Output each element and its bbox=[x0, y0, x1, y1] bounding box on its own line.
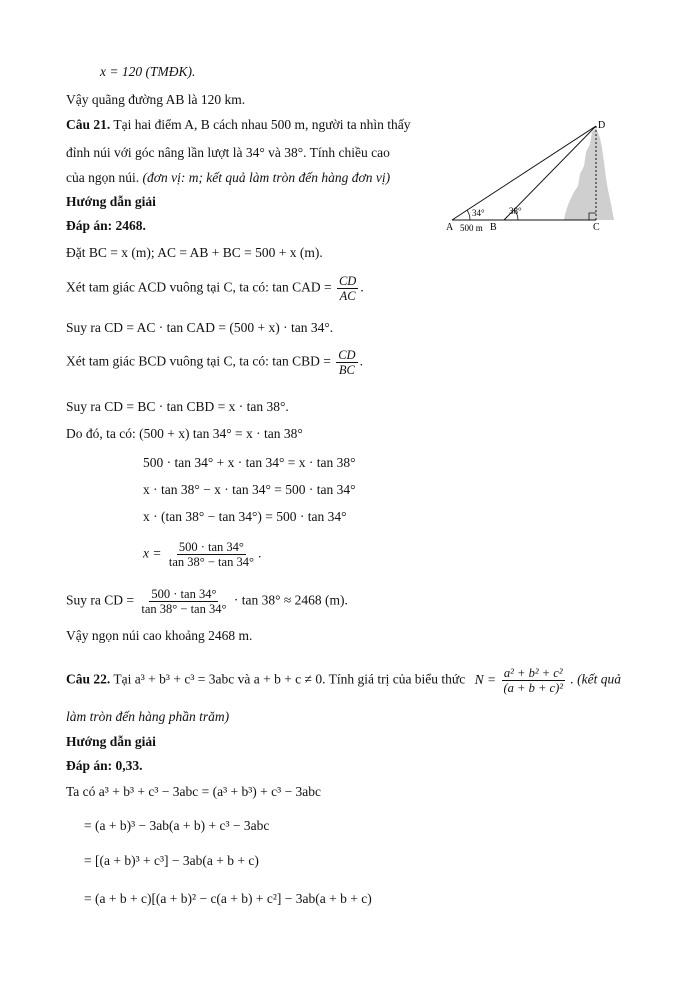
label-c: C bbox=[593, 222, 600, 233]
fraction-x bbox=[167, 540, 256, 569]
mountain-figure bbox=[446, 118, 616, 236]
q21-step-2: Xét tam giác ACD vuông tại C, ta có: tan CAD = $\frac{CD}{AC}$ . bbox=[66, 274, 364, 303]
q21-eq-1: 500 · tan 34° + x · tan 34° = x · tan 38° bbox=[143, 455, 356, 470]
q21-step-7-rhs: · tan 38° ≈ 2468 (m). bbox=[233, 592, 348, 608]
fraction-cd-ac bbox=[337, 274, 358, 303]
q22-expr-lhs: N = bbox=[474, 671, 497, 687]
q21-eq-3: x · (tan 38° − tan 34°) = 500 · tan 34° bbox=[143, 509, 347, 524]
fraction-denominator: (a + b + c)² bbox=[503, 681, 563, 695]
fraction-numerator: 500 · tan 34° bbox=[178, 540, 244, 554]
q21-step-6: Do đó, ta có: (500 + x) tan 34° = x · tan 38° bbox=[66, 426, 303, 441]
fraction-denominator: tan 38° − tan 34° bbox=[141, 602, 227, 616]
q21-statement-line-3 bbox=[66, 170, 390, 186]
q21-step-4: Xét tam giác BCD vuông tại C, ta có: tan CBD = $\frac{CD}{BC}$ . bbox=[66, 348, 363, 377]
q22-note-2: làm tròn đến hàng phần trăm) bbox=[66, 709, 230, 724]
q22-line-3: = [(a + b)³ + c³] − 3ab(a + b + c) bbox=[84, 853, 259, 868]
label-b: B bbox=[490, 222, 497, 233]
prev-conclusion: Vậy quãng đường AB là 120 km. bbox=[66, 92, 246, 107]
q22-line-4: = (a + b + c)[(a + b)² − c(a + b) + c²] − 3ab(a + b + c) bbox=[84, 891, 372, 906]
angle-arc-a bbox=[467, 210, 470, 220]
fraction-n bbox=[502, 666, 566, 695]
q22-answer: Đáp án: 0,33. bbox=[66, 758, 143, 773]
q22-label: Câu 22. bbox=[66, 671, 111, 687]
q21-note: (đơn vị: m; kết quả làm tròn đến hàng đơn vị) bbox=[142, 170, 391, 185]
q21-eq-4: x = $\frac{500 \cdot \tan 34^\circ}{\tan 38^\circ - \tan 34^\circ}$ . bbox=[143, 540, 262, 569]
fraction-numerator: a² + b² + c² bbox=[503, 666, 563, 680]
q21-text-2: đỉnh núi với góc nâng lần lượt là 34° và 38°. Tính chiều cao bbox=[66, 145, 390, 160]
label-d: D bbox=[598, 120, 606, 131]
fraction-cd-bc bbox=[336, 348, 357, 377]
q21-step-4-text: Xét tam giác BCD vuông tại C, ta có: tan CBD = bbox=[66, 353, 331, 369]
q22-note-1: . (kết quả bbox=[570, 671, 621, 687]
fraction-denominator: tan 38° − tan 34° bbox=[168, 555, 254, 569]
q21-text-3: của ngọn núi. bbox=[66, 170, 140, 185]
fraction-denominator: BC bbox=[338, 363, 355, 377]
q22-line-1: Ta có a³ + b³ + c³ − 3abc = (a³ + b³) + c³ − 3abc bbox=[66, 784, 322, 799]
fraction-cd bbox=[139, 587, 228, 616]
q22-guide-heading: Hướng dẫn giải bbox=[66, 734, 156, 749]
q22-statement-line-1 bbox=[66, 666, 621, 695]
fraction-numerator: 500 · tan 34° bbox=[151, 587, 217, 601]
q22-text-1: Tại a³ + b³ + c³ = 3abc và a + b + c ≠ 0. Tính giá trị của biểu thức bbox=[113, 671, 466, 687]
q22-line-2: = (a + b)³ − 3ab(a + b) + c³ − 3abc bbox=[84, 818, 270, 833]
q21-step-7-lhs: Suy ra CD = bbox=[66, 592, 134, 608]
q21-answer: Đáp án: 2468. bbox=[66, 218, 146, 233]
fraction-numerator: CD bbox=[338, 274, 357, 288]
q21-text-1: Tại hai điểm A, B cách nhau 500 m, người ta nhìn thấy bbox=[113, 117, 411, 132]
distance-ab-label: 500 m bbox=[460, 223, 483, 233]
q21-step-7 bbox=[66, 587, 348, 616]
angle-b-label: 38° bbox=[509, 206, 522, 216]
angle-a-label: 34° bbox=[472, 208, 485, 218]
fraction-numerator: CD bbox=[338, 348, 356, 362]
q21-step-3: Suy ra CD = AC · tan CAD = (500 + x) · tan 34°. bbox=[66, 320, 334, 335]
prev-eq-x: x = 120 (TMĐK). bbox=[100, 64, 196, 79]
q21-guide-heading: Hướng dẫn giải bbox=[66, 194, 156, 209]
q21-step-5: Suy ra CD = BC · tan CBD = x · tan 38°. bbox=[66, 399, 289, 414]
q21-label: Câu 21. bbox=[66, 117, 111, 132]
q21-statement-line-1 bbox=[66, 117, 411, 133]
q21-step-2-text: Xét tam giác ACD vuông tại C, ta có: tan CAD = bbox=[66, 279, 332, 295]
fraction-denominator: AC bbox=[339, 289, 356, 303]
q21-conclusion: Vậy ngọn núi cao khoảng 2468 m. bbox=[66, 628, 253, 643]
q21-eq-2: x · tan 38° − x · tan 34° = 500 · tan 34° bbox=[143, 482, 356, 497]
q21-step-1: Đặt BC = x (m); AC = AB + BC = 500 + x (m). bbox=[66, 245, 323, 260]
q21-eq-4-lhs: x = bbox=[143, 545, 162, 561]
label-a: A bbox=[446, 222, 454, 233]
